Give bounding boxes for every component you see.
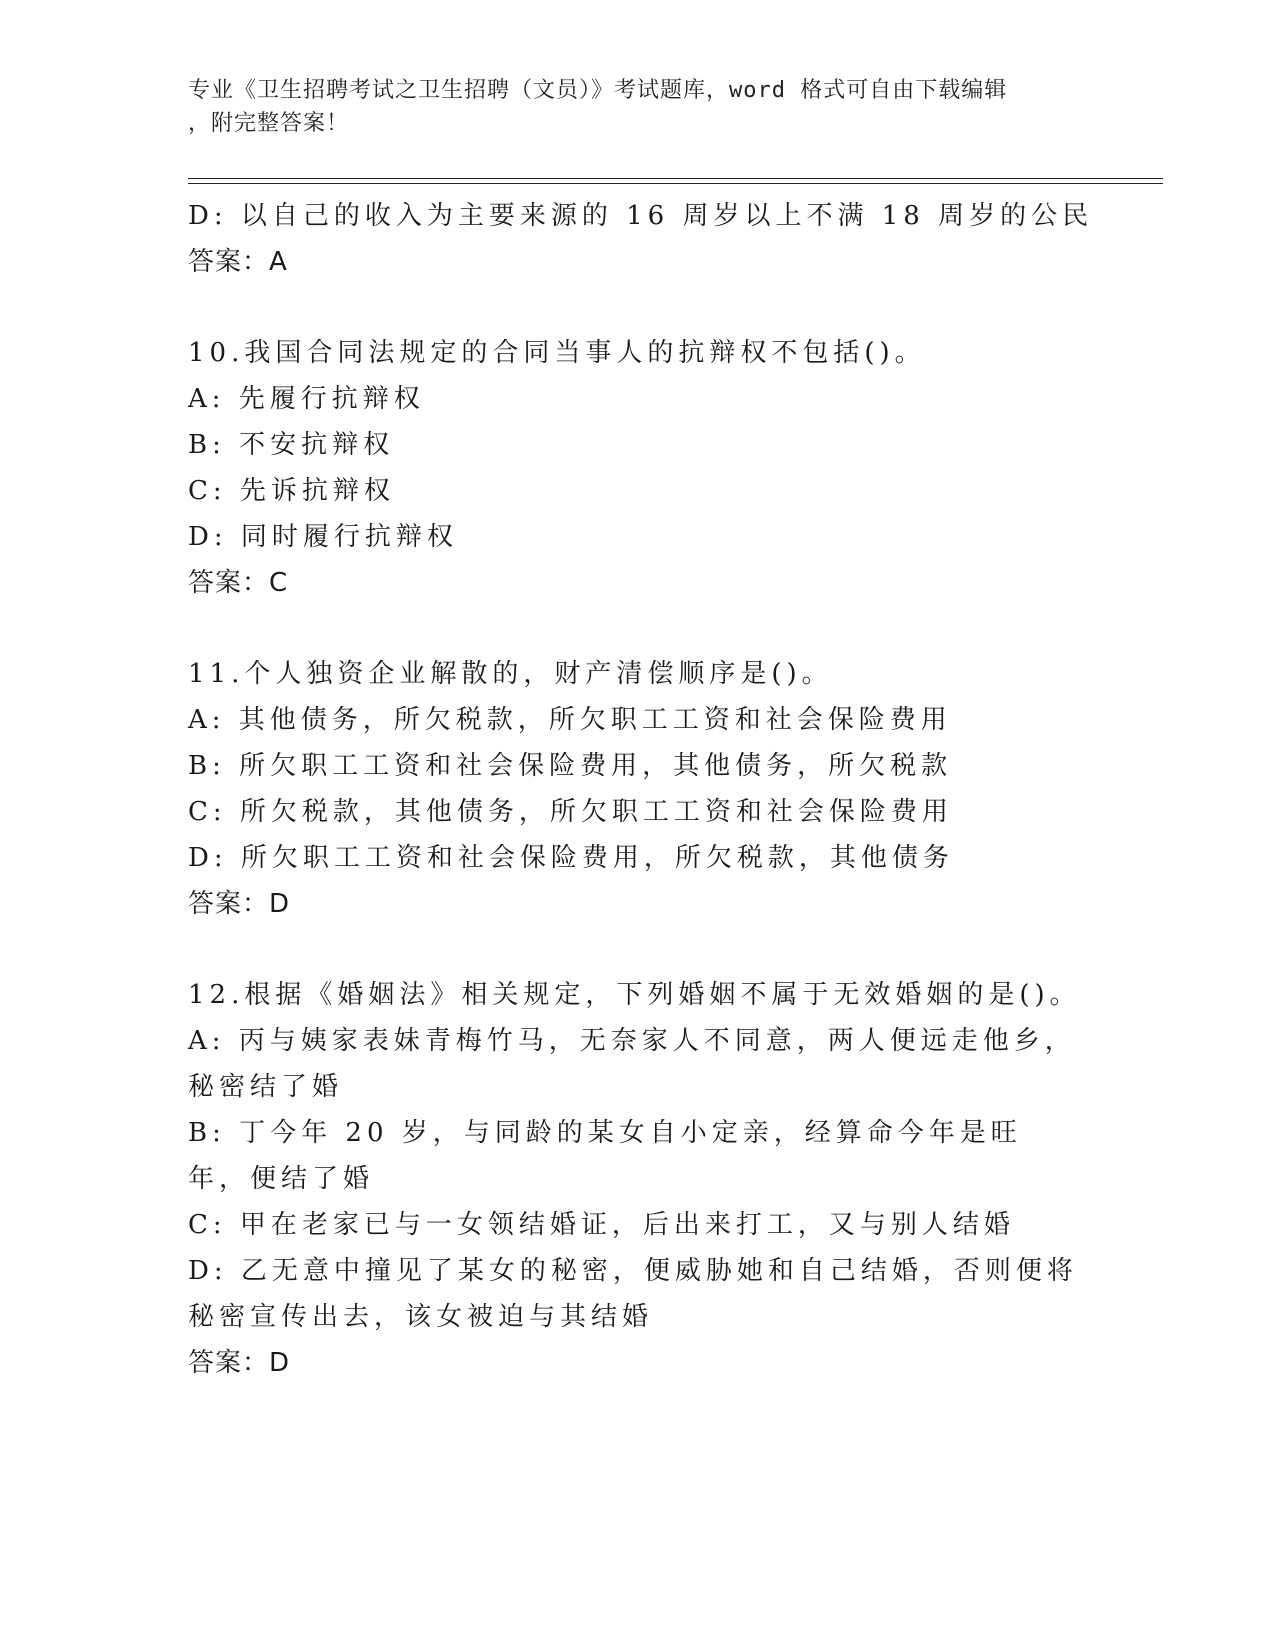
option-b: B: 不安抗辩权 [188,430,395,460]
question-stem: 12.根据《婚姻法》相关规定，下列婚姻不属于无效婚姻的是()。 [188,980,1081,1010]
header-divider-top [188,178,1163,179]
option-b: B: 丁今年 20 岁，与同龄的某女自小定亲，经算命今年是旺年，便结了婚 [188,1118,1022,1194]
option-d: D: 以自己的收入为主要来源的 16 周岁以上不满 18 周岁的公民 [188,201,1094,231]
option-a: A: 丙与姨家表妹青梅竹马，无奈家人不同意，两人便远走他乡，秘密结了婚 [188,1026,1076,1102]
question-9-tail [188,193,1094,285]
document-header [188,74,1088,140]
question-11 [188,651,1088,927]
option-c: C: 所欠税款，其他债务，所欠职工工资和社会保险费用 [188,797,953,827]
answer-label: 答案：A [188,247,288,277]
option-d: D: 同时履行抗辩权 [188,522,458,552]
question-stem: 11.个人独资企业解散的，财产清偿顺序是()。 [188,659,833,689]
question-10 [188,330,1088,606]
option-c: C: 先诉抗辩权 [188,476,395,506]
header-line-1: 专业《卫生招聘考试之卫生招聘（文员）》考试题库，word 格式可自由下载编辑 [188,78,1008,103]
answer-label: 答案：C [188,568,289,598]
spacer [188,606,1088,651]
option-a: A: 其他债务，所欠税款，所欠职工工资和社会保险费用 [188,705,952,735]
answer-label: 答案：D [188,889,291,919]
question-12 [188,972,1088,1386]
option-b: B: 所欠职工工资和社会保险费用，其他债务，所欠税款 [188,751,953,781]
spacer [188,285,1088,330]
question-list [188,193,1094,1386]
spacer [188,927,1088,972]
option-c: C: 甲在老家已与一女领结婚证，后出来打工，又与别人结婚 [188,1210,1015,1240]
question-stem: 10.我国合同法规定的合同当事人的抗辩权不包括()。 [188,338,926,368]
option-d: D: 乙无意中撞见了某女的秘密，便威胁她和自己结婚，否则便将秘密宣传出去，该女被迫与其结婚 [188,1256,1078,1332]
header-divider-bottom [188,183,1163,184]
option-a: A: 先履行抗辩权 [188,384,425,414]
header-line-2: ，附完整答案！ [188,111,350,136]
option-d: D: 所欠职工工资和社会保险费用，所欠税款，其他债务 [188,843,954,873]
answer-label: 答案：D [188,1348,291,1378]
